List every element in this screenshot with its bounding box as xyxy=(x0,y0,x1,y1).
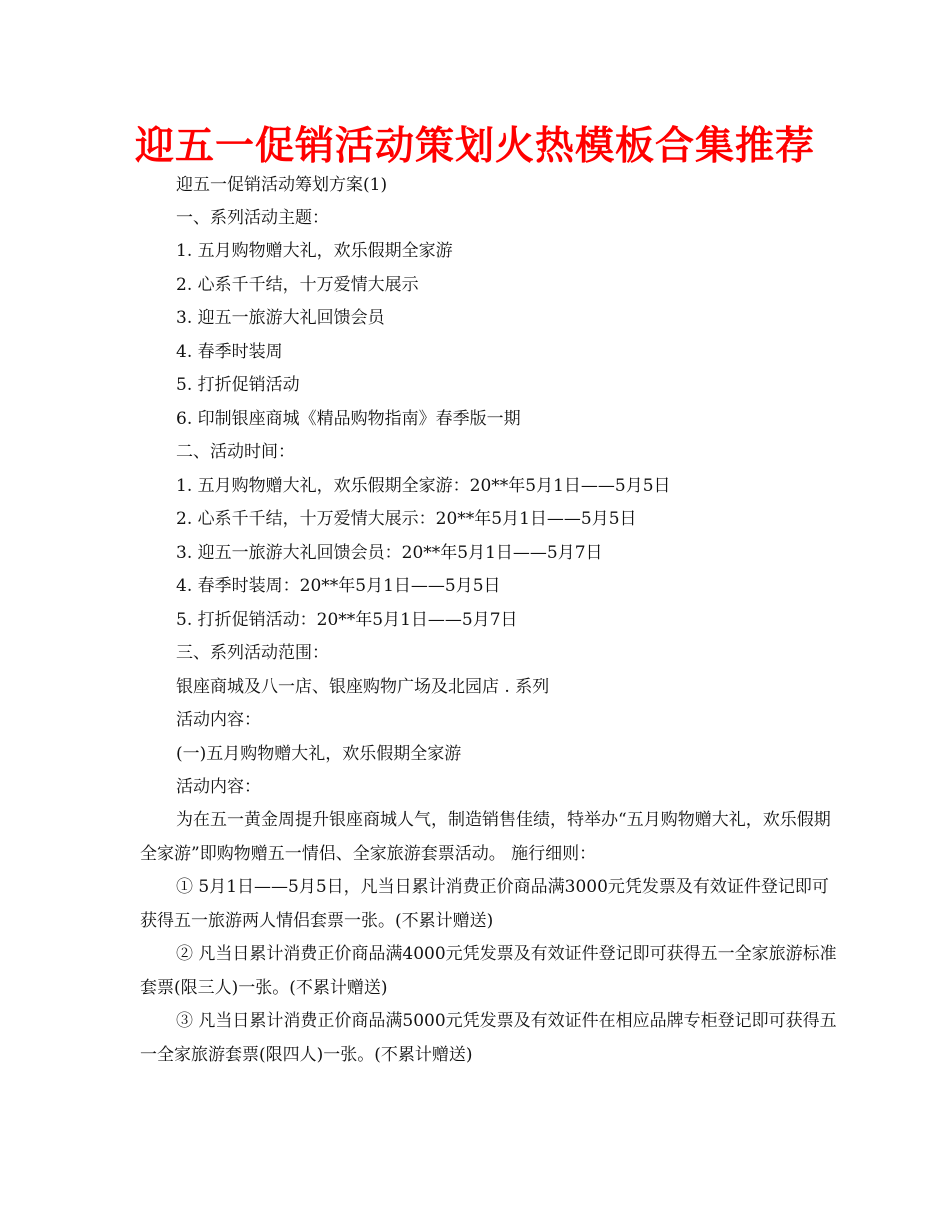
theme-item: 5. 打折促销活动 xyxy=(176,375,300,395)
theme-item: 4. 春季时装周 xyxy=(176,342,283,362)
theme-item: 2. 心系千千结，十万爱情大展示 xyxy=(176,275,419,295)
theme-item: 1. 五月购物赠大礼，欢乐假期全家游 xyxy=(176,241,453,261)
plan-heading: 迎五一促销活动筹划方案(1) xyxy=(176,175,388,195)
scope-text: 银座商城及八一店、银座购物广场及北园店 . 系列 xyxy=(176,677,550,697)
time-item: 2. 心系千千结，十万爱情大展示：20**年5月1日——5月5日 xyxy=(176,509,637,529)
body-paragraph: 为在五一黄金周提升银座商城人气，制造销售佳绩，特举办“五月购物赠大礼，欢乐假期全家游”即购物赠五一情侣、全家旅游套票活动。 施行细则： xyxy=(140,810,831,864)
section-heading-scope: 三、系列活动范围： xyxy=(176,643,329,663)
subsection-heading: (一)五月购物赠大礼，欢乐假期全家游 xyxy=(176,744,462,764)
section-heading-themes: 一、系列活动主题： xyxy=(176,208,329,228)
rule-item: ② 凡当日累计消费正价商品满4000元凭发票及有效证件登记即可获得五一全家旅游标准套票(限三人)一张。(不累计赠送) xyxy=(140,944,837,998)
document-title: 迎五一促销活动策划火热模板合集推荐 xyxy=(134,124,815,169)
theme-item: 3. 迎五一旅游大礼回馈会员 xyxy=(176,308,385,328)
content-heading: 活动内容： xyxy=(176,710,261,730)
theme-item: 6. 印制银座商城《精品购物指南》春季版一期 xyxy=(176,409,521,429)
section-heading-time: 二、活动时间： xyxy=(176,442,295,462)
rule-item: ③ 凡当日累计消费正价商品满5000元凭发票及有效证件在相应品牌专柜登记即可获得五一全家旅游套票(限四人)一张。(不累计赠送) xyxy=(140,1011,837,1065)
rule-item: ① 5月1日——5月5日，凡当日累计消费正价商品满3000元凭发票及有效证件登记即可获得五一旅游两人情侣套票一张。(不累计赠送) xyxy=(140,877,829,931)
time-item: 5. 打折促销活动：20**年5月1日——5月7日 xyxy=(176,610,518,630)
time-item: 1. 五月购物赠大礼，欢乐假期全家游：20**年5月1日——5月5日 xyxy=(176,476,671,496)
content-heading: 活动内容： xyxy=(176,777,261,797)
time-item: 4. 春季时装周：20**年5月1日——5月5日 xyxy=(176,576,501,596)
time-item: 3. 迎五一旅游大礼回馈会员：20**年5月1日——5月7日 xyxy=(176,543,603,563)
